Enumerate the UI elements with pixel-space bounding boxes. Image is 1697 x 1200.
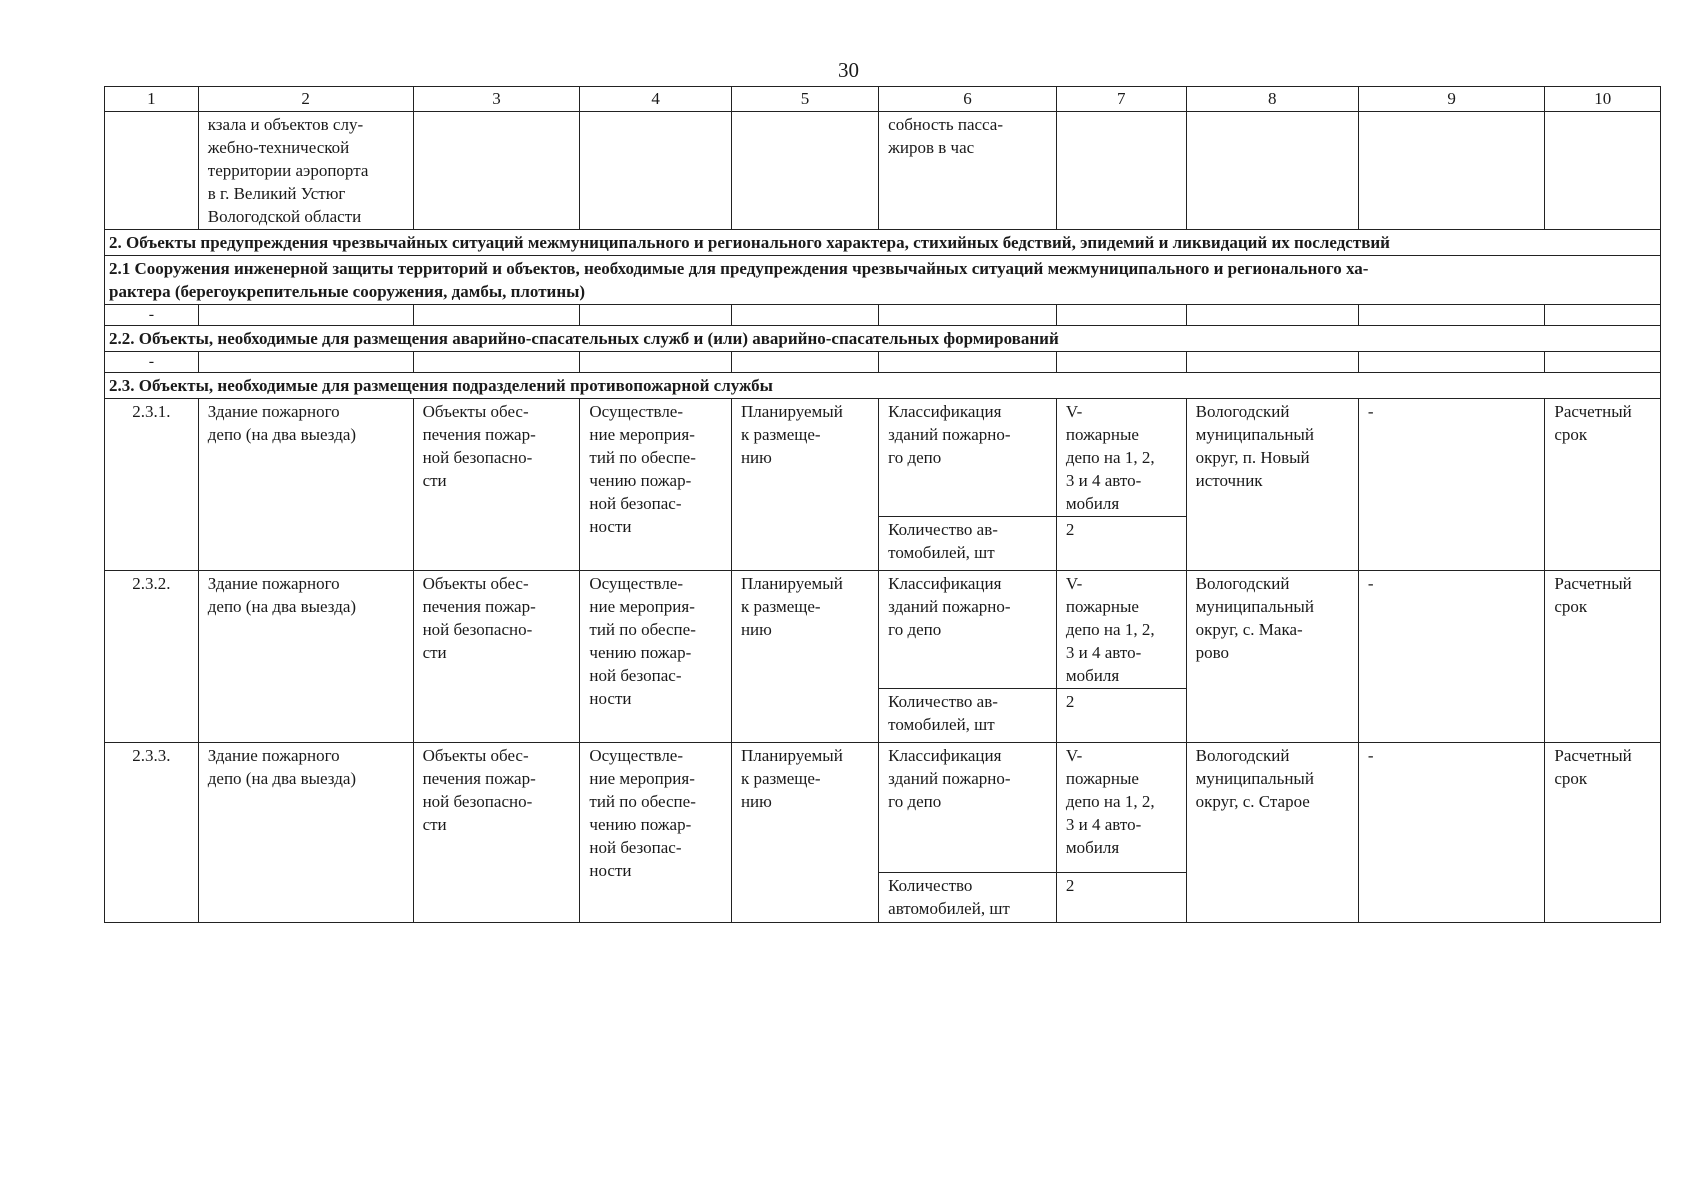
parameter-cell: собность пасса- жиров в час xyxy=(879,112,1057,230)
basis-cell: Осуществле- ние мероприя- тий по обеспе- чению пожар- ной безопас- ности xyxy=(580,743,732,923)
table-cell xyxy=(413,112,580,230)
table-cell xyxy=(731,112,878,230)
document-table xyxy=(104,86,1661,923)
table-row xyxy=(105,399,1661,517)
column-header: 1 xyxy=(105,87,199,112)
row-number: 2.3.1. xyxy=(105,399,199,571)
table-cell xyxy=(1545,112,1661,230)
table-cell xyxy=(1186,352,1358,373)
table-cell xyxy=(1056,112,1186,230)
empty-dash: - xyxy=(105,305,199,326)
term-cell: Расчетный срок xyxy=(1545,399,1661,571)
row-number: 2.3.3. xyxy=(105,743,199,923)
row-number: 2.3.2. xyxy=(105,571,199,743)
zone-cell: - xyxy=(1358,571,1544,743)
table-cell xyxy=(105,112,199,230)
section-heading-2-3: 2.3. Объекты, необходимые для размещения подразделений противопожарной службы xyxy=(105,373,1661,399)
column-header: 4 xyxy=(580,87,732,112)
object-name-cell: Здание пожарного депо (на два выезда) xyxy=(198,571,413,743)
status-cell: Планируемый к размеще- нию xyxy=(731,571,878,743)
table-cell xyxy=(1056,352,1186,373)
characteristic-value-cell: 2 xyxy=(1056,873,1186,923)
column-header: 8 xyxy=(1186,87,1358,112)
table-cell xyxy=(580,305,732,326)
column-number-row xyxy=(105,87,1661,112)
column-header: 5 xyxy=(731,87,878,112)
characteristic-value-cell: 2 xyxy=(1056,517,1186,571)
table-cell xyxy=(1358,112,1544,230)
location-cell: Вологодский муниципальный округ, с. Старое xyxy=(1186,743,1358,923)
column-header: 6 xyxy=(879,87,1057,112)
table-cell xyxy=(198,352,413,373)
characteristic-value-cell: V- пожарные депо на 1, 2, 3 и 4 авто- мобиля xyxy=(1056,399,1186,517)
term-cell: Расчетный срок xyxy=(1545,743,1661,923)
column-header: 2 xyxy=(198,87,413,112)
term-cell: Расчетный срок xyxy=(1545,571,1661,743)
table-cell xyxy=(879,352,1057,373)
section-heading-row xyxy=(105,230,1661,256)
empty-dash: - xyxy=(105,352,199,373)
basis-cell: Осуществле- ние мероприя- тий по обеспе- чению пожар- ной безопас- ности xyxy=(580,399,732,571)
characteristic-value-cell: 2 xyxy=(1056,689,1186,743)
object-name-cell: Здание пожарного депо (на два выезда) xyxy=(198,399,413,571)
table-row xyxy=(105,571,1661,689)
section-heading-2-1: 2.1 Сооружения инженерной защиты территорий и объектов, необходимые для предупреждения чрезвычайных ситуаций межмуниципального и регионального ха- рактера (берегоукрепительные сооружения, дамбы, плотины) xyxy=(105,256,1661,305)
table-cell xyxy=(1186,305,1358,326)
zone-cell: - xyxy=(1358,743,1544,923)
section-heading-row xyxy=(105,326,1661,352)
table-cell xyxy=(413,305,580,326)
empty-row xyxy=(105,305,1661,326)
table-cell xyxy=(580,112,732,230)
table-cell xyxy=(1545,305,1661,326)
table-cell xyxy=(731,305,878,326)
column-header: 9 xyxy=(1358,87,1544,112)
characteristic-value-cell: V- пожарные депо на 1, 2, 3 и 4 авто- мобиля xyxy=(1056,743,1186,873)
table-cell xyxy=(1545,352,1661,373)
purpose-cell: Объекты обес- печения пожар- ной безопасно- сти xyxy=(413,399,580,571)
section-heading-row xyxy=(105,373,1661,399)
page-number: 30 xyxy=(838,58,859,82)
object-name-cell: Здание пожарного депо (на два выезда) xyxy=(198,743,413,923)
table-cell xyxy=(198,305,413,326)
table-cell xyxy=(879,305,1057,326)
characteristic-name-cell: Классификация зданий пожарно- го депо xyxy=(879,399,1057,517)
table-cell xyxy=(1358,352,1544,373)
table-cell xyxy=(1056,305,1186,326)
characteristic-name-cell: Количество ав- томобилей, шт xyxy=(879,517,1057,571)
section-heading-2: 2. Объекты предупреждения чрезвычайных ситуаций межмуниципального и регионального характера, стихийных бедствий, эпидемий и ликвидаций их последствий xyxy=(105,230,1661,256)
characteristic-name-cell: Классификация зданий пожарно- го депо xyxy=(879,743,1057,873)
table-cell xyxy=(580,352,732,373)
status-cell: Планируемый к размеще- нию xyxy=(731,743,878,923)
status-cell: Планируемый к размеще- нию xyxy=(731,399,878,571)
table-cell xyxy=(413,352,580,373)
table-row xyxy=(105,743,1661,873)
characteristic-name-cell: Классификация зданий пожарно- го депо xyxy=(879,571,1057,689)
column-header: 7 xyxy=(1056,87,1186,112)
section-heading-row xyxy=(105,256,1661,305)
characteristic-name-cell: Количество ав- томобилей, шт xyxy=(879,689,1057,743)
table-cell xyxy=(731,352,878,373)
location-cell: Вологодский муниципальный округ, с. Мака- рово xyxy=(1186,571,1358,743)
column-header: 10 xyxy=(1545,87,1661,112)
purpose-cell: Объекты обес- печения пожар- ной безопасно- сти xyxy=(413,743,580,923)
empty-row xyxy=(105,352,1661,373)
location-cell: Вологодский муниципальный округ, п. Новый источник xyxy=(1186,399,1358,571)
object-name-cell: кзала и объектов слу- жебно-технической территории аэропорта в г. Великий Устюг Вологодской области xyxy=(198,112,413,230)
characteristic-name-cell: Количество автомобилей, шт xyxy=(879,873,1057,923)
table-cell xyxy=(1186,112,1358,230)
purpose-cell: Объекты обес- печения пожар- ной безопасно- сти xyxy=(413,571,580,743)
column-header: 3 xyxy=(413,87,580,112)
table-cell xyxy=(1358,305,1544,326)
zone-cell: - xyxy=(1358,399,1544,571)
section-heading-2-2: 2.2. Объекты, необходимые для размещения аварийно-спасательных служб и (или) аварийно-спасательных формирований xyxy=(105,326,1661,352)
characteristic-value-cell: V- пожарные депо на 1, 2, 3 и 4 авто- мобиля xyxy=(1056,571,1186,689)
basis-cell: Осуществле- ние мероприя- тий по обеспе- чению пожар- ной безопас- ности xyxy=(580,571,732,743)
continuation-row xyxy=(105,112,1661,230)
